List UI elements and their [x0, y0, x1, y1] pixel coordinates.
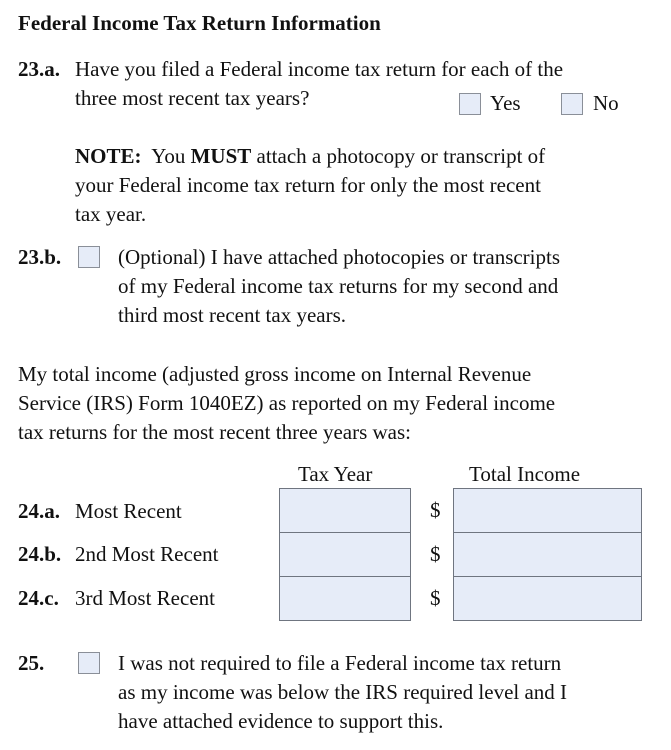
total-income-input-24a[interactable] — [453, 488, 642, 533]
tax-year-input-24b[interactable] — [279, 532, 411, 577]
row-24c-label: 3rd Most Recent — [75, 586, 215, 610]
question-23a-text-line1: Have you filed a Federal income tax return for each of the — [75, 57, 564, 81]
total-income-input-24c[interactable] — [453, 576, 642, 621]
tax-year-input-24c[interactable] — [279, 576, 411, 621]
row-24c-number: 24.c. — [18, 586, 59, 610]
optional-attached-checkbox[interactable] — [78, 246, 100, 268]
yes-label: Yes — [490, 91, 521, 115]
section-title: Federal Income Tax Return Information — [18, 11, 381, 35]
note-line2: your Federal income tax return for only the most recent — [75, 173, 541, 197]
tax-year-input-24a[interactable] — [279, 488, 411, 533]
income-intro-line2: Service (IRS) Form 1040EZ) as reported on my Federal income — [18, 391, 556, 415]
note-line1-rest: attach a photocopy or transcript of — [256, 144, 546, 168]
question-23a-text-line2: three most recent tax years? — [75, 86, 310, 110]
row-24b-label: 2nd Most Recent — [75, 542, 219, 566]
question-25-text-line3: have attached evidence to support this. — [118, 709, 444, 733]
note-you: You — [151, 144, 186, 168]
question-25-text-line2: as my income was below the IRS required level and I — [118, 680, 568, 704]
question-23a-number: 23.a. — [18, 57, 60, 81]
column-header-total-income: Total Income — [469, 462, 581, 486]
row-24a-label: Most Recent — [75, 499, 182, 523]
dollar-sign-24c: $ — [430, 586, 441, 610]
question-23b-text-line1: (Optional) I have attached photocopies or transcripts — [118, 245, 561, 269]
total-income-input-24b[interactable] — [453, 532, 642, 577]
dollar-sign-24b: $ — [430, 542, 441, 566]
note-prefix: NOTE: — [75, 144, 142, 168]
note-line1 — [75, 142, 545, 171]
no-label: No — [593, 91, 619, 115]
not-required-to-file-checkbox[interactable] — [78, 652, 100, 674]
income-intro-line3: tax returns for the most recent three years was: — [18, 420, 412, 444]
row-24b-number: 24.b. — [18, 542, 62, 566]
note-line3: tax year. — [75, 202, 147, 226]
column-header-tax-year: Tax Year — [298, 462, 373, 486]
question-25-text-line1: I was not required to file a Federal income tax return — [118, 651, 562, 675]
dollar-sign-24a: $ — [430, 498, 441, 522]
income-intro-line1: My total income (adjusted gross income on Internal Revenue — [18, 362, 532, 386]
question-25-number: 25. — [18, 651, 45, 675]
no-checkbox[interactable] — [561, 93, 583, 115]
note-must: MUST — [190, 144, 252, 168]
row-24a-number: 24.a. — [18, 499, 60, 523]
question-23b-number: 23.b. — [18, 245, 62, 269]
yes-checkbox[interactable] — [459, 93, 481, 115]
question-23b-text-line2: of my Federal income tax returns for my second and — [118, 274, 559, 298]
question-23b-text-line3: third most recent tax years. — [118, 303, 347, 327]
